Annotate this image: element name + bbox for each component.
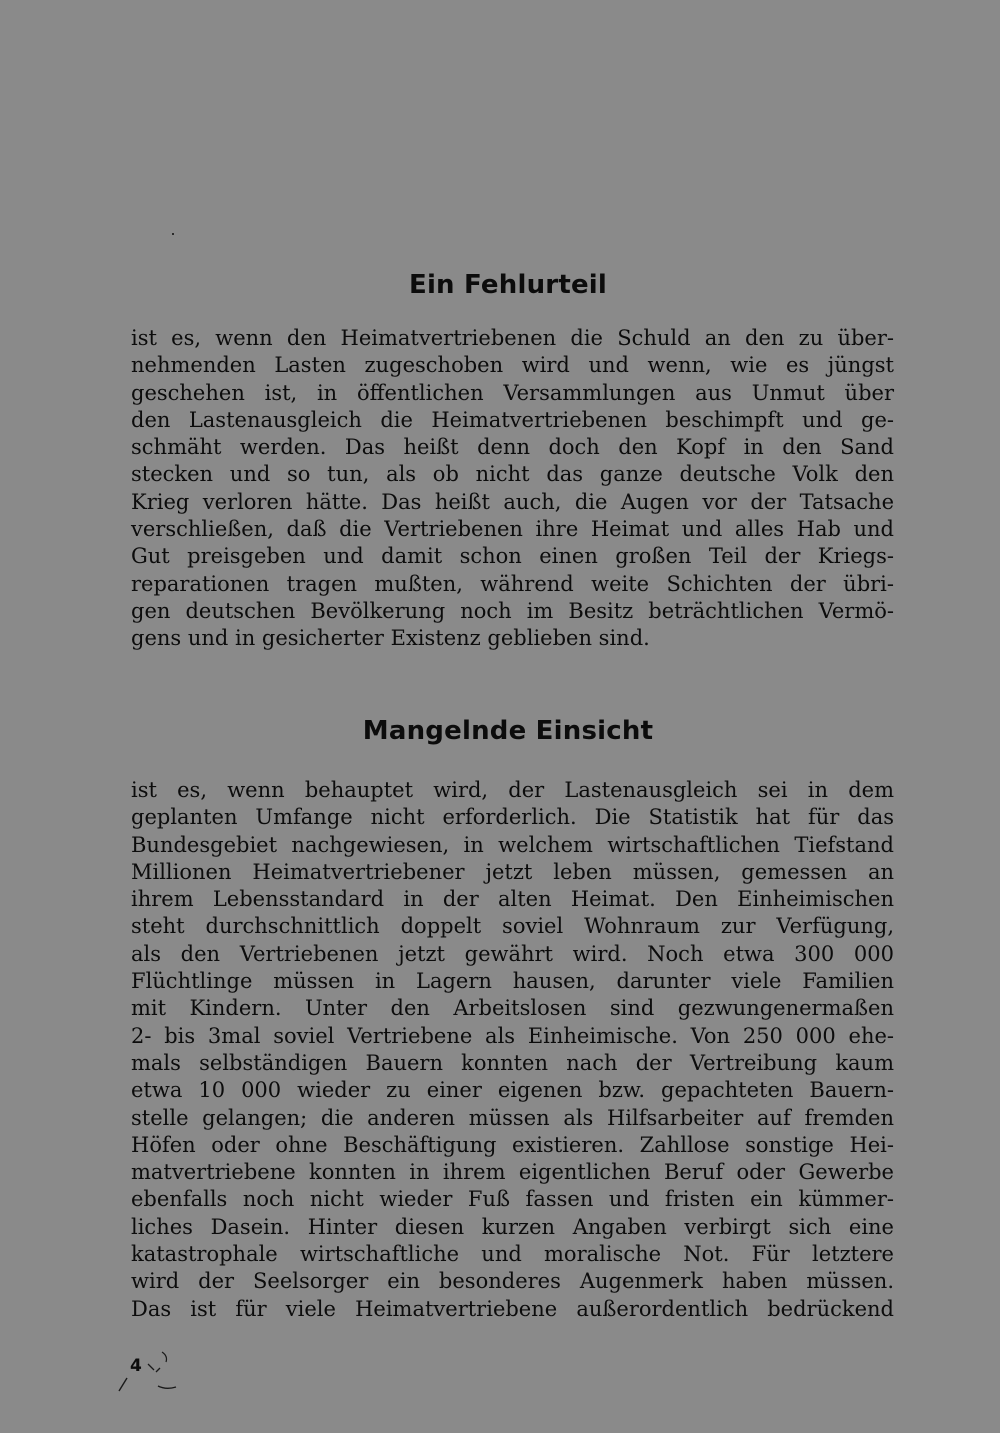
section-heading-fehlurteil: Ein Fehlurteil [408,270,608,300]
page-footer [116,1350,196,1400]
text-line: Bundesgebiet nachgewiesen, in welchem wirtschaftlichen Tiefstand [131,832,894,857]
paragraph-mangelnde-einsicht [131,777,894,1323]
text-line: Millionen Heimatvertriebener jetzt leben müssen, gemessen an [131,859,894,884]
text-line: nehmenden Lasten zugeschoben wird und wenn, wie es jüngst [131,353,894,378]
paragraph-fehlurteil [131,325,894,653]
text-line: Höfen oder ohne Beschäftigung existieren. Zahllose sonstige Hei- [131,1132,894,1157]
pencil-mark-icon [116,1350,196,1400]
text-line: geplanten Umfange nicht erforderlich. Die Statistik hat für das [131,805,894,830]
text-line: ebenfalls noch nicht wieder Fuß fassen und fristen ein kümmer- [131,1187,894,1212]
text-line: stecken und so tun, als ob nicht das ganze deutsche Volk den [131,462,894,487]
text-line: stelle gelangen; die anderen müssen als Hilfsarbeiter auf fremden [131,1105,894,1130]
section-heading-mangelnde-einsicht: Mangelnde Einsicht [362,716,654,746]
text-line: mit Kindern. Unter den Arbeitslosen sind gezwungenermaßen [131,996,894,1021]
text-line: reparationen tragen mußten, während weite Schichten der übri- [131,571,894,596]
text-line: gens und in gesicherter Existenz geblieben sind. [131,626,650,651]
text-line: Flüchtlinge müssen in Lagern hausen, darunter viele Familien [131,969,894,994]
text-line: mals selbständigen Bauern konnten nach der Vertreibung kaum [131,1050,894,1075]
text-line: geschehen ist, in öffentlichen Versammlungen aus Unmut über [131,380,894,405]
text-line: verschließen, daß die Vertriebenen ihre Heimat und alles Hab und [131,517,894,542]
text-line: Gut preisgeben und damit schon einen großen Teil der Kriegs- [131,544,894,569]
text-line: steht durchschnittlich doppelt soviel Wohnraum zur Verfügung, [131,914,894,939]
page-number: 4 [130,1356,142,1376]
text-line: 2- bis 3mal soviel Vertriebene als Einheimische. Von 250 000 ehe- [131,1023,894,1048]
text-line: ist es, wenn behauptet wird, der Lastenausgleich sei in dem [131,778,894,802]
text-line: liches Dasein. Hinter diesen kurzen Angaben verbirgt sich eine [131,1214,894,1239]
dust-speck [172,233,174,235]
text-line: Krieg verloren hätte. Das heißt auch, die Augen vor der Tatsache [131,489,894,514]
text-line: wird der Seelsorger ein besonderes Augenmerk haben müssen. [131,1269,894,1294]
text-line: etwa 10 000 wieder zu einer eigenen bzw. gepachteten Bauern- [131,1078,894,1103]
text-line: ist es, wenn den Heimatvertriebenen die Schuld an den zu über- [131,326,894,350]
text-line: Das ist für viele Heimatvertriebene außerordentlich bedrückend [131,1296,894,1321]
text-line: ihrem Lebensstandard in der alten Heimat. Den Einheimischen [131,887,894,912]
text-line: schmäht werden. Das heißt denn doch den Kopf in den Sand [131,435,894,460]
text-line: den Lastenausgleich die Heimatvertriebenen beschimpft und ge- [131,407,894,432]
text-line: katastrophale wirtschaftliche und moralische Not. Für letztere [131,1242,894,1267]
text-line: als den Vertriebenen jetzt gewährt wird. Noch etwa 300 000 [131,941,894,966]
text-line: gen deutschen Bevölkerung noch im Besitz beträchtlichen Vermö- [131,598,894,623]
text-line: matvertriebene konnten in ihrem eigentlichen Beruf oder Gewerbe [131,1160,894,1185]
